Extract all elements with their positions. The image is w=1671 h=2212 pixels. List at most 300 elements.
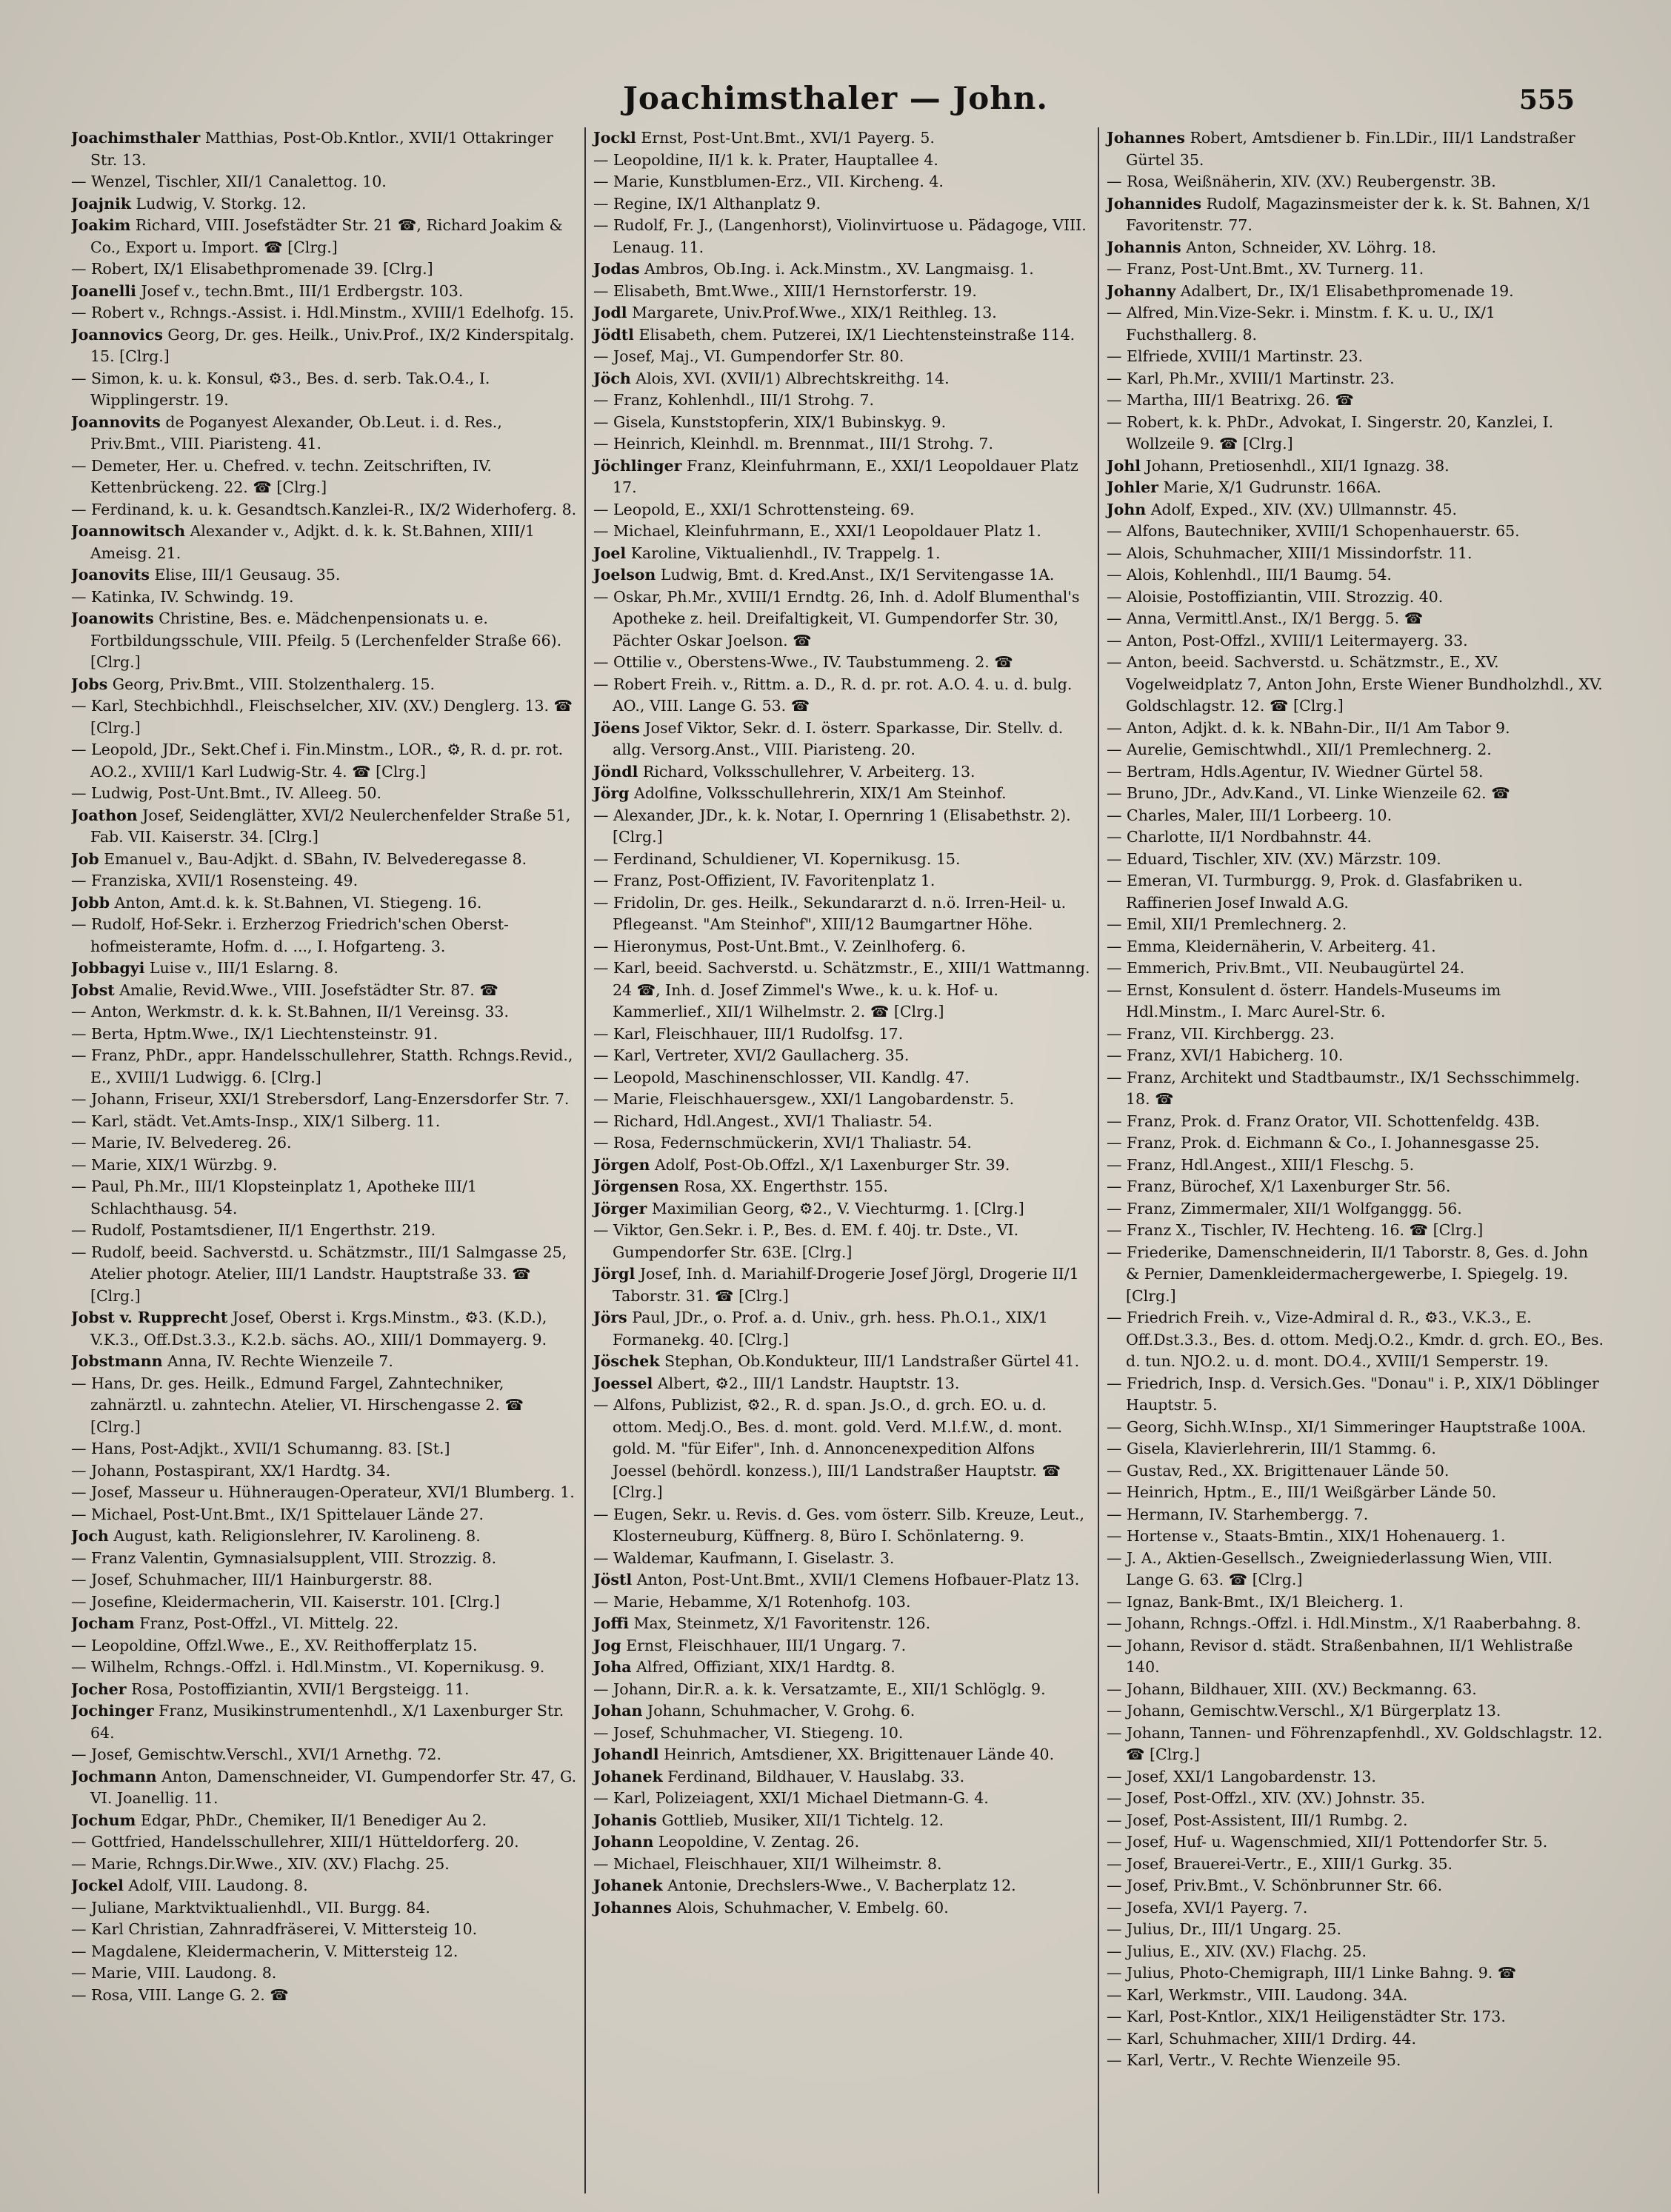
directory-entry <box>71 1897 577 1919</box>
directory-entry <box>593 127 1090 150</box>
entry-details: Georg, Priv.Bmt., VIII. Stolzenthalerg. 15. <box>107 675 436 693</box>
entry-details: — Alfons, Bautechniker, XVIII/1 Schopenhauerstr. 65. <box>1107 522 1520 540</box>
entry-details: — Franz, PhDr., appr. Handelsschullehrer, Statth. Rchngs.Revid., E., XVIII/1 Ludwigg. 6. [Clrg.] <box>71 1046 573 1086</box>
entry-details: — Anton, Adjkt. d. k. k. NBahn-Dir., II/1 Am Tabor 9. <box>1107 718 1510 737</box>
directory-entry <box>1107 477 1604 499</box>
entry-details: — Hans, Post-Adjkt., XVII/1 Schumanng. 83. [St.] <box>71 1440 450 1457</box>
entry-details: — Wenzel, Tischler, XII/1 Canalettog. 10. <box>71 173 387 190</box>
directory-entry <box>71 193 577 215</box>
entry-details: Anton, Amt.d. k. k. St.Bahnen, VI. Stiegeng. 16. <box>110 893 482 912</box>
directory-entry <box>593 1700 1090 1723</box>
directory-entry <box>71 587 577 609</box>
directory-entry <box>593 302 1090 324</box>
entry-surname: Jörgen <box>593 1155 650 1174</box>
directory-entry <box>71 805 577 849</box>
entry-details: — Rosa, VIII. Lange G. 2. ☎ <box>71 1985 289 2004</box>
entry-surname: Johannis <box>1107 238 1181 256</box>
page-number: 555 <box>1518 84 1575 116</box>
entry-details: — Johann, Bildhauer, XIII. (XV.) Beckmanng. 63. <box>1107 1680 1477 1698</box>
entry-details: — Hans, Dr. ges. Heilk., Edmund Fargel, Zahntechniker, zahnärztl. u. zahntechn. Atelier, VI. Hirschengasse 2. ☎ [Clrg.] <box>71 1374 524 1436</box>
directory-entry <box>593 281 1090 303</box>
directory-entry <box>71 171 577 193</box>
entry-details: — Demeter, Her. u. Chefred. v. techn. Zeitschriften, IV. Kettenbrückeng. 22. ☎ [Clrg.] <box>71 456 492 496</box>
entry-details: Anton, Schneider, XV. Löhrg. 18. <box>1181 238 1437 256</box>
directory-entry <box>1107 783 1604 805</box>
entry-details: — Franz, Prok. d. Eichmann & Co., I. Johannesgasse 25. <box>1107 1134 1540 1152</box>
entry-details: — Emmerich, Priv.Bmt., VII. Neubaugürtel 24. <box>1107 959 1465 977</box>
entry-details: — Josef, Post-Assistent, III/1 Rumbg. 2. <box>1107 1811 1408 1829</box>
entry-details: — Gottfried, Handelsschullehrer, XIII/1 Hütteldorferg. 20. <box>71 1833 519 1851</box>
entry-details: Adolfine, Volksschullehrerin, XIX/1 Am Steinhof. <box>629 784 1007 802</box>
directory-entry <box>1107 1897 1604 1919</box>
entry-details: — Hermann, IV. Starhembergg. 7. <box>1107 1505 1369 1523</box>
directory-entry <box>593 1548 1090 1570</box>
entry-details: — Alexander, JDr., k. k. Notar, I. Opernring 1 (Elisabethstr. 2). [Clrg.] <box>593 806 1071 846</box>
directory-entry <box>71 1985 577 2007</box>
directory-entry <box>71 958 577 980</box>
directory-entry <box>1107 1548 1604 1591</box>
directory-entry <box>1107 1373 1604 1417</box>
entry-details: Max, Steinmetz, X/1 Favoritenstr. 126. <box>629 1614 931 1632</box>
entry-details: Albert, ⚙2., III/1 Landstr. Hauptstr. 13. <box>653 1374 960 1392</box>
entry-details: — Regine, IX/1 Althanplatz 9. <box>593 194 821 213</box>
directory-entry <box>1107 849 1604 871</box>
entry-details: — Eduard, Tischler, XIV. (XV.) Märzstr. 109. <box>1107 849 1441 868</box>
entry-details: — Karl, Polizeiagent, XXI/1 Michael Dietmann-G. 4. <box>593 1789 989 1807</box>
entry-details: — Gisela, Klavierlehrerin, III/1 Stammg. 6. <box>1107 1440 1436 1457</box>
directory-entry <box>71 1220 577 1242</box>
entry-details: Johann, Pretiosenhdl., XII/1 Ignazg. 38. <box>1141 456 1450 475</box>
entry-surname: Jörg <box>593 784 630 802</box>
entry-surname: Jochmann <box>71 1767 157 1785</box>
entry-details: — Franz, XVI/1 Habicherg. 10. <box>1107 1046 1344 1064</box>
entry-details: Josef, Inh. d. Mariahilf-Drogerie Josef Jörgl, Drogerie II/1 Taborstr. 31. ☎ [Clrg.] <box>613 1265 1079 1305</box>
directory-entry <box>593 587 1090 652</box>
entry-details: Elise, III/1 Geusaug. 35. <box>149 566 341 584</box>
directory-entry <box>1107 1635 1604 1679</box>
entry-surname: Joch <box>71 1527 109 1545</box>
entry-details: — Robert Freih. v., Rittm. a. D., R. d. pr. rot. A.O. 4. u. d. bulg. AO., VIII. Lange G. 53. ☎ <box>593 675 1073 715</box>
entry-details: Johann, Schuhmacher, V. Grohg. 6. <box>642 1702 915 1720</box>
directory-entry <box>593 543 1090 565</box>
entry-details: — Johann, Dir.R. a. k. k. Versatzamte, E., XII/1 Schlöglg. 9. <box>593 1680 1046 1698</box>
entry-details: — Karl, städt. Vet.Amts-Insp., XIX/1 Silberg. 11. <box>71 1112 441 1130</box>
directory-entry <box>593 390 1090 412</box>
directory-entry <box>593 1373 1090 1395</box>
directory-entry <box>593 346 1090 368</box>
entry-details: Alexander v., Adjkt. d. k. k. St.Bahnen, XIII/1 Ameisg. 21. <box>90 522 535 562</box>
directory-entry <box>71 870 577 892</box>
directory-entry <box>593 1504 1090 1548</box>
entry-details: — Josefa, XVI/1 Payerg. 7. <box>1107 1898 1308 1917</box>
entry-details: — Josef, Post-Offzl., XIV. (XV.) Johnstr. 35. <box>1107 1789 1426 1807</box>
directory-entry <box>593 1307 1090 1351</box>
entry-surname: Jobstmann <box>71 1352 163 1370</box>
entry-details: — Josefine, Kleidermacherin, VII. Kaiserstr. 101. [Clrg.] <box>71 1592 500 1611</box>
entry-details: — Wilhelm, Rchngs.-Offzl. i. Hdl.Minstm., VI. Kopernikusg. 9. <box>71 1658 545 1676</box>
directory-columns <box>71 127 1612 2193</box>
entry-details: — Simon, k. u. k. Konsul, ⚙3., Bes. d. serb. Tak.O.4., I. Wipplingerstr. 19. <box>71 369 490 409</box>
entry-details: — Leopoldine, Offzl.Wwe., E., XV. Reithofferplatz 15. <box>71 1636 478 1654</box>
entry-details: — Friedrich Freih. v., Vize-Admiral d. R., ⚙3., V.K.3., E. Off.Dst.3.3., Bes. d. ottom. Medj.O.2., Kmdr. d. grch. EO., Bes. d. tun. NJO.2. u. d. mont. DO.4., XVIII/1 Semperstr. 19. <box>1107 1309 1604 1370</box>
entry-details: — Waldemar, Kaufmann, I. Giselastr. 3. <box>593 1548 895 1567</box>
directory-entry <box>1107 2028 1604 2051</box>
directory-entry <box>71 1351 577 1373</box>
entry-details: — Leopold, Maschinenschlosser, VII. Kandlg. 47. <box>593 1068 970 1086</box>
directory-entry <box>1107 193 1604 237</box>
entry-details: Stephan, Ob.Kondukteur, III/1 Landstraßer Gürtel 41. <box>659 1352 1080 1370</box>
entry-surname: Jobbagyi <box>71 959 145 977</box>
directory-entry <box>593 1569 1090 1591</box>
directory-entry <box>71 1023 577 1046</box>
entry-details: — Josef, Huf- u. Wagenschmied, XII/1 Pottendorfer Str. 5. <box>1107 1833 1548 1851</box>
entry-details: Maximilian Georg, ⚙2., V. Viechturmg. 1. [Clrg.] <box>647 1199 1024 1217</box>
entry-surname: Jödtl <box>593 325 634 344</box>
entry-surname: Joanowits <box>71 609 154 627</box>
directory-entry <box>593 718 1090 761</box>
entry-surname: Jobs <box>71 675 108 693</box>
entry-details: — Robert, IX/1 Elisabethpromenade 39. [Clrg.] <box>71 260 433 278</box>
entry-surname: Joanovits <box>71 566 150 584</box>
entry-details: — Ignaz, Bank-Bmt., IX/1 Bleicherg. 1. <box>1107 1592 1404 1611</box>
entry-details: — Leopold, E., XXI/1 Schrottensteing. 69. <box>593 500 915 518</box>
entry-details: — Ferdinand, k. u. k. Gesandtsch.Kanzlei-R., IX/2 Widerhoferg. 8. <box>71 500 577 518</box>
directory-entry <box>71 324 577 368</box>
directory-entry <box>1107 718 1604 740</box>
directory-entry <box>71 1373 577 1439</box>
entry-details: Gottlieb, Musiker, XII/1 Tichtelg. 12. <box>656 1811 944 1829</box>
entry-surname: Johann <box>593 1833 654 1851</box>
entry-surname: Johan <box>593 1702 643 1720</box>
directory-entry <box>71 1548 577 1570</box>
directory-entry <box>71 1242 577 1308</box>
directory-entry <box>593 455 1090 499</box>
directory-entry <box>593 1766 1090 1788</box>
entry-details: Paul, JDr., o. Prof. a. d. Univ., grh. hess. Ph.O.1., XIX/1 Formanekg. 40. [Clrg.] <box>613 1309 1048 1349</box>
directory-entry <box>71 849 577 871</box>
directory-entry <box>1107 805 1604 827</box>
directory-entry <box>593 1220 1090 1263</box>
directory-entry <box>1107 1504 1604 1526</box>
page-header <box>67 74 1604 118</box>
entry-details: — Oskar, Ph.Mr., XVIII/1 Erndtg. 26, Inh. d. Adolf Blumenthal's Apotheke z. heil. Dreifaltigkeit, VI. Gumpendorfer Str. 30, Pächter Oskar Joelson. ☎ <box>593 587 1080 649</box>
entry-details: — Karl, Vertreter, XVI/2 Gaullacherg. 35. <box>593 1046 910 1064</box>
directory-entry <box>593 1155 1090 1177</box>
entry-details: — Rosa, Weißnäherin, XIV. (XV.) Reubergenstr. 3B. <box>1107 173 1496 190</box>
directory-entry <box>1107 171 1604 193</box>
directory-entry <box>1107 914 1604 936</box>
directory-entry <box>71 412 577 455</box>
directory-column-right <box>1098 127 1611 2193</box>
entry-details: — Karl, Ph.Mr., XVIII/1 Martinstr. 23. <box>1107 369 1395 387</box>
directory-entry <box>1107 543 1604 565</box>
entry-surname: Jöstl <box>593 1571 633 1588</box>
entry-details: — Friedrich, Insp. d. Versich.Ges. "Donau" i. P., XIX/1 Döblinger Hauptstr. 5. <box>1107 1374 1599 1414</box>
entry-details: Heinrich, Amtsdiener, XX. Brigittenauer Lände 40. <box>658 1745 1055 1763</box>
entry-details: Richard, Volksschullehrer, V. Arbeiterg. 13. <box>638 762 975 781</box>
directory-entry <box>1107 1176 1604 1198</box>
directory-entry <box>71 1854 577 1876</box>
directory-entry <box>593 1723 1090 1745</box>
entry-details: Alois, Schuhmacher, V. Embelg. 60. <box>671 1898 949 1917</box>
entry-details: — Elisabeth, Bmt.Wwe., XIII/1 Hernstorferstr. 19. <box>593 281 977 300</box>
entry-surname: Jörger <box>593 1199 647 1217</box>
directory-entry <box>71 1635 577 1657</box>
entry-details: Anna, IV. Rechte Wienzeile 7. <box>162 1352 393 1370</box>
entry-details: — Bruno, JDr., Adv.Kand., VI. Linke Wienzeile 62. ☎ <box>1107 784 1510 802</box>
directory-entry <box>71 1307 577 1351</box>
entry-details: — Michael, Post-Unt.Bmt., IX/1 Spittelauer Lände 27. <box>71 1505 484 1523</box>
entry-details: Josef, Oberst i. Krgs.Minstm., ⚙3. (K.D.), V.K.3., Off.Dst.3.3., K.2.b. sächs. AO., XIII/1 Dommayerg. 9. <box>90 1309 547 1349</box>
entry-details: — Johann, Friseur, XXI/1 Strebersdorf, Lang-Enzersdorfer Str. 7. <box>71 1090 570 1108</box>
directory-entry <box>1107 412 1604 455</box>
entry-details: Alois, XVI. (XVII/1) Albrechtskreithg. 14. <box>630 369 950 387</box>
directory-entry <box>71 1810 577 1832</box>
entry-surname: Joanelli <box>71 281 136 300</box>
entry-details: — Gisela, Kunststopferin, XIX/1 Bubinskyg. 9. <box>593 412 947 431</box>
directory-entry <box>71 215 577 258</box>
entry-details: Josef Viktor, Sekr. d. I. österr. Sparkasse, Dir. Stellv. d. allg. Versorg.Anst., VIII. Piaristeng. 20. <box>613 718 1064 758</box>
entry-details: — Emil, XII/1 Premlechnerg. 2. <box>1107 915 1347 933</box>
directory-entry <box>1107 455 1604 478</box>
entry-details: Anton, Post-Unt.Bmt., XVII/1 Clemens Hofbauer-Platz 13. <box>632 1571 1080 1588</box>
directory-entry <box>593 892 1090 936</box>
entry-details: — Magdalene, Kleidermacherin, V. Mittersteig 12. <box>71 1942 458 1960</box>
entry-details: Margarete, Univ.Prof.Wwe., XIX/1 Reithleg. 13. <box>627 304 997 321</box>
directory-entry <box>593 870 1090 892</box>
directory-entry <box>1107 1482 1604 1504</box>
entry-surname: Jöschek <box>593 1352 660 1370</box>
directory-entry <box>1107 739 1604 761</box>
directory-entry <box>71 1482 577 1504</box>
entry-surname: Jörs <box>593 1309 627 1326</box>
directory-entry <box>71 1962 577 1985</box>
entry-details: — Rudolf, Postamtsdiener, II/1 Engerthstr. 219. <box>71 1221 436 1239</box>
entry-details: — Eugen, Sekr. u. Revis. d. Ges. vom österr. Silb. Kreuze, Leut., Klosterneuburg, Küffnerg. 8, Büro I. Schönlaterng. 9. <box>593 1505 1084 1545</box>
entry-details: Marie, X/1 Gudrunstr. 166A. <box>1158 478 1381 496</box>
directory-entry <box>71 521 577 564</box>
entry-details: Georg, Dr. ges. Heilk., Univ.Prof., IX/2 Kinderspitalg. 15. [Clrg.] <box>90 325 575 365</box>
directory-entry <box>1107 281 1604 303</box>
entry-details: — Anton, beeid. Sachverstd. u. Schätzmstr., E., XV. Vogelweidplatz 7, Anton John, Erste Wiener Bundholzhdl., XV. Goldschlagstr. 12. ☎ [Clrg.] <box>1107 653 1603 715</box>
entry-details: — Aloisie, Postoffiziantin, VIII. Strozzig. 40. <box>1107 587 1444 606</box>
entry-details: Christine, Bes. e. Mädchenpensionats u. e. Fortbildungsschule, VIII. Pfeilg. 5 (Lerchenfelder Straße 66). [Clrg.] <box>90 609 562 671</box>
entry-details: — Ferdinand, Schuldiener, VI. Kopernikusg. 15. <box>593 849 961 868</box>
entry-details: — Emma, Kleidernäherin, V. Arbeiterg. 41. <box>1107 937 1436 955</box>
entry-details: Adolf, Post-Ob.Offzl., X/1 Laxenburger Str. 39. <box>650 1155 1010 1174</box>
directory-entry <box>71 127 577 171</box>
directory-entry <box>71 783 577 805</box>
directory-entry <box>593 433 1090 455</box>
entry-details: — Marie, Hebamme, X/1 Rotenhofg. 103. <box>593 1592 911 1611</box>
entry-details: August, kath. Religionslehrer, IV. Karolineng. 8. <box>108 1527 481 1545</box>
directory-entry <box>71 1700 577 1744</box>
entry-surname: Jörgl <box>593 1265 636 1283</box>
entry-details: Luise v., III/1 Eslarng. 8. <box>144 959 338 977</box>
directory-entry <box>1107 1198 1604 1220</box>
directory-entry <box>593 324 1090 347</box>
directory-entry <box>1107 2050 1604 2072</box>
entry-details: — Juliane, Marktviktualienhdl., VII. Burgg. 84. <box>71 1898 430 1917</box>
entry-details: — Franz, Post-Offizient, IV. Favoritenplatz 1. <box>593 872 935 889</box>
entry-details: — Franz, Post-Unt.Bmt., XV. Turnerg. 11. <box>1107 260 1424 278</box>
entry-surname: Joha <box>593 1658 632 1676</box>
entry-details: Ferdinand, Bildhauer, V. Hauslabg. 33. <box>662 1767 965 1785</box>
entry-surname: Jobb <box>71 893 110 912</box>
entry-details: — Ottilie v., Oberstens-Wwe., IV. Taubstummeng. 2. ☎ <box>593 653 1013 671</box>
entry-details: — Marie, Fleischhauersgew., XXI/1 Langobardenstr. 5. <box>593 1090 1015 1108</box>
entry-details: — Paul, Ph.Mr., III/1 Klopsteinplatz 1, Apotheke III/1 Schlachthausg. 54. <box>71 1177 477 1217</box>
directory-entry <box>593 1198 1090 1220</box>
directory-entry <box>593 150 1090 172</box>
directory-entry <box>71 1591 577 1614</box>
entry-details: Leopoldine, V. Zentag. 26. <box>653 1833 860 1851</box>
directory-entry <box>1107 1460 1604 1483</box>
entry-details: Robert, Amtsdiener b. Fin.LDir., III/1 Landstraßer Gürtel 35. <box>1126 129 1575 169</box>
entry-details: Ernst, Fleischhauer, III/1 Ungarg. 7. <box>621 1636 907 1654</box>
entry-details: Ambros, Ob.Ing. i. Ack.Minstm., XV. Langmaisg. 1. <box>639 260 1034 278</box>
directory-entry <box>71 455 577 499</box>
entry-surname: Joessel <box>593 1374 653 1392</box>
directory-entry <box>71 1657 577 1679</box>
entry-details: — Alois, Schuhmacher, XIII/1 Missindorfstr. 11. <box>1107 544 1472 562</box>
entry-details: — Leopoldine, II/1 k. k. Prater, Hauptallee 4. <box>593 150 938 169</box>
directory-entry <box>1107 608 1604 630</box>
directory-entry <box>1107 368 1604 390</box>
directory-entry <box>71 1526 577 1548</box>
entry-surname: Jog <box>593 1636 621 1654</box>
entry-details: — Hieronymus, Post-Unt.Bmt., V. Zeinlhoferg. 6. <box>593 937 966 955</box>
directory-entry <box>1107 1067 1604 1111</box>
entry-surname: Jöchlinger <box>593 456 682 475</box>
entry-details: — Bertram, Hdls.Agentur, IV. Wiedner Gürtel 58. <box>1107 762 1484 781</box>
entry-details: — Franziska, XVII/1 Rosensteing. 49. <box>71 872 358 889</box>
entry-details: — Karl, Post-Kntlor., XIX/1 Heiligenstädter Str. 173. <box>1107 2008 1506 2025</box>
directory-entry <box>71 1919 577 1941</box>
entry-details: — Julius, Dr., III/1 Ungarg. 25. <box>1107 1920 1341 1938</box>
entry-details: — Marie, IV. Belvedereg. 26. <box>71 1134 292 1152</box>
entry-surname: Joannovics <box>71 325 163 344</box>
entry-details: — Heinrich, Kleinhdl. m. Brennmat., III/1 Strohg. 7. <box>593 435 993 452</box>
directory-column-middle <box>584 127 1098 2193</box>
entry-details: Adolf, VIII. Laudong. 8. <box>123 1877 308 1894</box>
entry-details: — Michael, Kleinfuhrmann, E., XXI/1 Leopoldauer Platz 1. <box>593 522 1041 540</box>
entry-details: — Josef, XXI/1 Langobardenstr. 13. <box>1107 1767 1376 1785</box>
directory-entry <box>1107 980 1604 1023</box>
directory-entry <box>1107 1919 1604 1941</box>
entry-details: — Karl, Fleischhauer, III/1 Rudolfsg. 17. <box>593 1024 904 1043</box>
entry-details: — Josef, Schuhmacher, VI. Stiegeng. 10. <box>593 1723 904 1742</box>
directory-entry <box>71 980 577 1002</box>
entry-surname: Johler <box>1107 478 1158 496</box>
directory-entry <box>593 674 1090 718</box>
directory-entry <box>593 652 1090 674</box>
entry-details: Franz, Kleinfuhrmann, E., XXI/1 Leopoldauer Platz 17. <box>613 456 1078 496</box>
directory-entry <box>593 1897 1090 1919</box>
directory-entry <box>71 1111 577 1133</box>
entry-details: — Georg, Sichh.W.Insp., XI/1 Simmeringer Hauptstraße 100A. <box>1107 1417 1587 1436</box>
directory-entry <box>71 1766 577 1810</box>
entry-surname: Johanny <box>1107 281 1176 300</box>
entry-details: — Karl, Stechbichhdl., Fleischselcher, XIV. (XV.) Denglerg. 13. ☎ [Clrg.] <box>71 697 573 737</box>
directory-entry <box>593 1788 1090 1810</box>
directory-entry <box>593 936 1090 958</box>
entry-surname: Jockl <box>593 129 636 147</box>
entry-surname: Johannides <box>1107 194 1202 213</box>
entry-surname: Jobst <box>71 980 115 999</box>
directory-entry <box>1107 1242 1604 1308</box>
entry-details: — Rudolf, beeid. Sachverstd. u. Schätzmstr., III/1 Salmgasse 25, Atelier photogr. Atelier, III/1 Landstr. Hauptstraße 33. ☎ [Clrg.] <box>71 1243 567 1305</box>
entry-details: — Hortense v., Staats-Bmtin., XIX/1 Hohenauerg. 1. <box>1107 1527 1506 1545</box>
entry-details: Rosa, XX. Engerthstr. 155. <box>678 1177 888 1195</box>
entry-surname: Joachimsthaler <box>71 129 201 147</box>
entry-details: de Poganyest Alexander, Ob.Leut. i. d. Res., Priv.Bmt., VIII. Piaristeng. 41. <box>90 412 502 452</box>
entry-surname: Johandl <box>593 1745 659 1763</box>
entry-details: — Martha, III/1 Beatrixg. 26. ☎ <box>1107 391 1354 409</box>
directory-entry <box>593 761 1090 783</box>
entry-details: — Richard, Hdl.Angest., XVI/1 Thaliastr. 54. <box>593 1112 933 1130</box>
entry-details: — Marie, VIII. Laudong. 8. <box>71 1964 277 1982</box>
entry-details: — Fridolin, Dr. ges. Heilk., Sekundararzt d. n.ö. Irren-Heil- u. Pflegeanst. "Am Steinhof", XIII/12 Baumgartner Höhe. <box>593 893 1067 933</box>
directory-entry <box>593 783 1090 805</box>
entry-surname: Jockel <box>71 1877 124 1894</box>
entry-surname: Johannes <box>1107 129 1185 147</box>
entry-details: — Alfred, Min.Vize-Sekr. i. Minstm. f. K. u. U., IX/1 Fuchsthallerg. 8. <box>1107 304 1495 344</box>
directory-entry <box>71 1460 577 1483</box>
directory-entry <box>1107 1875 1604 1897</box>
entry-details: — Robert, k. k. PhDr., Advokat, I. Singerstr. 20, Kanzlei, I. Wollzeile 9. ☎ [Clrg.] <box>1107 412 1554 452</box>
entry-surname: Jöch <box>593 369 631 387</box>
entry-details: — Alois, Kohlenhdl., III/1 Baumg. 54. <box>1107 566 1392 584</box>
directory-entry <box>1107 1307 1604 1373</box>
entry-details: — Karl Christian, Zahnradfräserei, V. Mittersteig 10. <box>71 1920 478 1938</box>
directory-entry <box>1107 652 1604 718</box>
entry-surname: Joannovits <box>71 412 161 431</box>
directory-entry <box>1107 1132 1604 1155</box>
entry-details: — Anna, Vermittl.Anst., IX/1 Bergg. 5. ☎ <box>1107 609 1424 627</box>
directory-entry <box>1107 1438 1604 1460</box>
directory-entry <box>71 1744 577 1766</box>
directory-entry <box>593 1657 1090 1679</box>
entry-details: — Berta, Hptm.Wwe., IX/1 Liechtensteinstr. 91. <box>71 1024 438 1043</box>
entry-details: — Josef, Priv.Bmt., V. Schönbrunner Str. 66. <box>1107 1877 1443 1894</box>
directory-entry <box>1107 870 1604 914</box>
entry-details: Ernst, Post-Unt.Bmt., XVI/1 Payerg. 5. <box>636 129 935 147</box>
directory-entry <box>593 412 1090 434</box>
entry-surname: Joajnik <box>71 194 131 213</box>
directory-entry <box>1107 1111 1604 1133</box>
entry-details: Antonie, Drechslers-Wwe., V. Bacherplatz 12. <box>662 1877 1016 1894</box>
directory-entry <box>1107 1788 1604 1810</box>
entry-details: Adolf, Exped., XIV. (XV.) Ullmannstr. 45. <box>1146 500 1458 518</box>
entry-surname: Jobst v. Rupprecht <box>71 1309 228 1326</box>
directory-entry <box>71 368 577 412</box>
directory-entry <box>71 1875 577 1897</box>
entry-details: — Charlotte, II/1 Nordbahnstr. 44. <box>1107 828 1373 846</box>
directory-entry <box>593 193 1090 215</box>
directory-entry <box>1107 1810 1604 1832</box>
entry-details: — Leopold, JDr., Sekt.Chef i. Fin.Minstm., LOR., ⚙, R. d. pr. rot. AO.2., XVIII/1 Karl Ludwig-Str. 4. ☎ [Clrg.] <box>71 741 564 781</box>
directory-entry <box>71 1941 577 1963</box>
directory-entry <box>1107 630 1604 652</box>
directory-entry <box>593 1635 1090 1657</box>
directory-entry <box>1107 587 1604 609</box>
entry-details: — Marie, Rchngs.Dir.Wwe., XIV. (XV.) Flachg. 25. <box>71 1854 450 1873</box>
directory-entry <box>593 521 1090 543</box>
entry-details: — Franz, VII. Kirchbergg. 23. <box>1107 1024 1335 1043</box>
directory-entry <box>1107 1613 1604 1635</box>
entry-details: — Katinka, IV. Schwindg. 19. <box>71 587 294 606</box>
